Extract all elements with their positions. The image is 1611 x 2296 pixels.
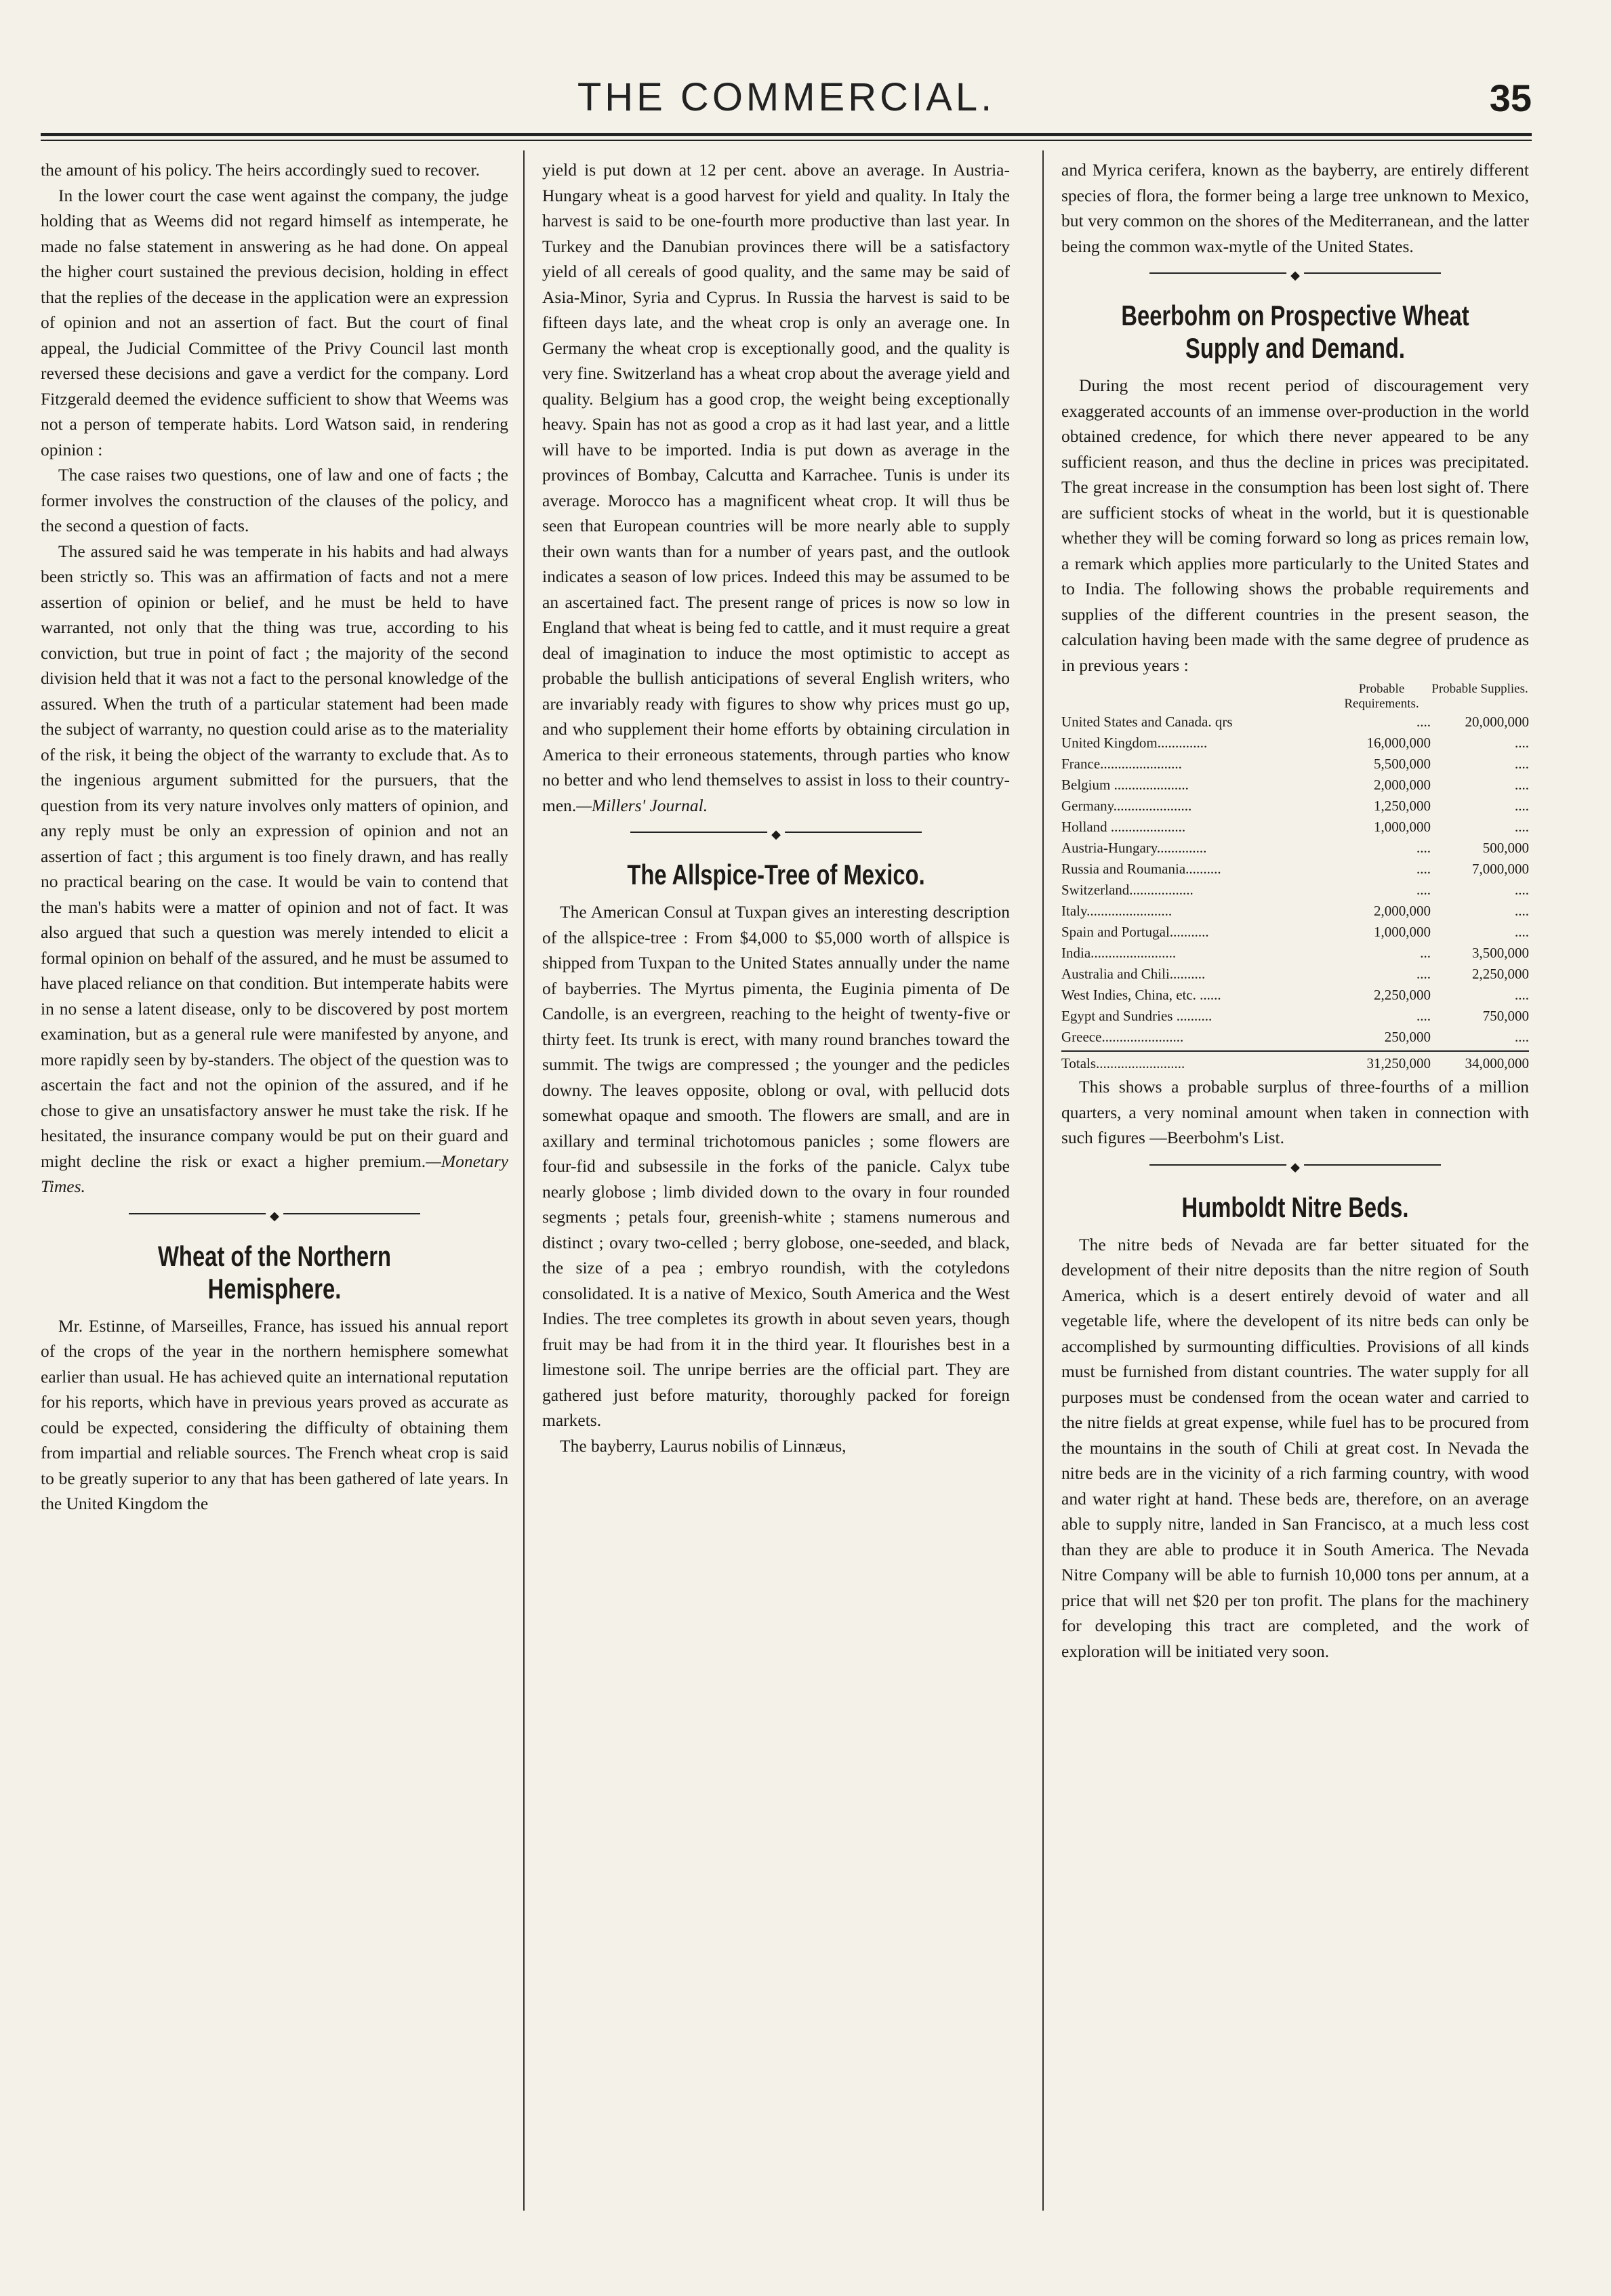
row-country: France....................... [1061, 756, 1182, 772]
row-requirements: 5,500,000 [1374, 756, 1431, 772]
article-heading-nitre: Humboldt Nitre Beds. [1181, 1191, 1409, 1223]
row-supplies: 3,500,000 [1472, 945, 1529, 961]
article-text: This shows a probable surplus of three-fourths of a million quarters, a very nominal amount when taken in connection with such figures —Beerbohm's List. [1061, 1077, 1529, 1147]
section-divider [542, 823, 1010, 841]
row-requirements: 31,250,000 [1366, 1055, 1431, 1071]
row-supplies: .... [1515, 903, 1529, 919]
row-country: Spain and Portugal........... [1061, 924, 1209, 940]
row-country: United States and Canada. qrs [1061, 714, 1233, 730]
row-supplies: .... [1515, 735, 1529, 751]
article-text: the amount of his policy. The heirs accordingly sued to recover. [41, 160, 480, 180]
row-supplies: .... [1515, 987, 1529, 1003]
row-country: Holland ..................... [1061, 819, 1186, 835]
article-text: During the most recent period of discouragement very exaggerated accounts of an immense over-production in the world obtained credence, for which there never appeared to be any sufficient reason, and thus the decline in prices was precipitated. The great increase in the consumption has been lost sight of. There are sufficient stocks of wheat in the world, but it is questionable whether they will be coming forward so long as prices remain low, a remark which applies more particularly to the United States and to India. The following shows the probable requirements and supplies of the different countries in the present season, the calculation having been made with the same degree of prudence as in previous years : [1061, 375, 1529, 675]
row-supplies: .... [1515, 777, 1529, 793]
table-col-requirements: Probable Requirements. [1344, 682, 1419, 711]
section-divider [1061, 264, 1529, 282]
article-text: The bayberry, Laurus nobilis of Linnæus, [560, 1435, 847, 1456]
table-row [1061, 1006, 1529, 1027]
table-col-supplies: Probable Supplies. [1431, 682, 1528, 696]
table-row [1061, 922, 1529, 943]
row-country: Austria-Hungary.............. [1061, 840, 1207, 856]
row-country: Greece....................... [1061, 1029, 1184, 1045]
source-credit: —Millers' Journal. [576, 795, 708, 815]
section-divider [1061, 1156, 1529, 1174]
column-divider-2 [1042, 150, 1044, 2211]
table-row [1061, 775, 1529, 796]
row-supplies: 500,000 [1482, 840, 1529, 856]
table-totals-row [1061, 1050, 1529, 1074]
table-row [1061, 964, 1529, 985]
row-country: Germany...................... [1061, 798, 1192, 814]
row-country: Belgium ..................... [1061, 777, 1189, 793]
table-row [1061, 796, 1529, 817]
table-row [1061, 817, 1529, 838]
table-row [1061, 943, 1529, 964]
row-requirements: .... [1416, 1008, 1431, 1024]
row-supplies: 34,000,000 [1465, 1055, 1529, 1071]
row-supplies: .... [1515, 819, 1529, 835]
row-supplies: 20,000,000 [1465, 714, 1529, 730]
article-text-body: The assured said he was temperate in his habits and had always been strictly so. This was an affirmation of facts and not a mere assertion of opinion or belief, and he must be held to have warranted, not only that the thing was true, according to his conviction, but true in point of fact ; the majority of the second division held that it was not a fact to the personal knowledge of the assured. When the truth of a particular statement had been made the subject of warranty, no question could arise as to the materiality of the risk, it being the object of the warranty to exclude that. As to the ingenious argument submitted for the pursuers, that the question from its very nature involves only matters of opinion, and any reply must be only an expression of opinion and not an assertion of fact ; this argument is too finely drawn, and has really no practical bearing on the case. It would be vain to contend that the man's habits were a matter of opinion and not of fact. It was also argued that such a question was merely intended to elicit a formal opinion on behalf of the assured, and he must be assumed to have placed reliance on that condition. But intemperate habits were in no sense a latent disease, only to be discovered by post mortem examination, but as a general rule were manifested by anyone, and more rapidly seen by by-standers. The object of the question was to ascertain the fact and not the opinion of the assured, and if he chose to give an unsatisfactory answer he must take the risk. If he hesitated, the insurance company would be put on their guard and might decline the risk or exact a higher premium. [41, 541, 508, 1171]
row-requirements: .... [1416, 861, 1431, 877]
article-text-body: yield is put down at 12 per cent. above an average. In Austria-Hungary wheat is a good harvest for yield and quality. In Italy the harvest is said to be one-fourth more productive than last year. In Turkey and the Danubian provinces there will be a satisfactory yield of all cereals of good quality, and the same may be said of Asia-Minor, Syria and Cyprus. In Russia the harvest is said to be fifteen days late, and the wheat crop is only an average one. In Germany the wheat crop is exceptionally good, and the quality is very fine. Switzerland has a wheat crop about the average yield and quality. Belgium has a good crop, the weight being exceptionally heavy. Spain has not as good a crop as it had last year, and a little will have to be imported. India is put down as average in the provinces of Bombay, Calcutta and Karrachee. Tunis is under its average. Morocco has a magnificent wheat crop. It will thus be seen that European countries will be more nearly able to supply their own wants than for a number of years past, and the outlook indicates a season of low prices. Indeed this may be assumed to be an ascertained fact. The present range of prices is now so low in England that wheat is being fed to cattle, and it must require a great deal of imagination to induce the most optimistic to accept as probable the bullish anticipations of several English writers, who are invariably ready with figures to show why prices must go up, and who supplement their home efforts by obtaining circulation in America to their erroneous statements, through parties who know no better and who lend themselves to assist in loss to their country-men. [542, 160, 1010, 815]
row-country: Australia and Chili.......... [1061, 966, 1206, 982]
row-requirements: 16,000,000 [1366, 735, 1431, 751]
row-requirements: 1,000,000 [1374, 819, 1431, 835]
row-requirements: 2,000,000 [1374, 903, 1431, 919]
row-requirements: 250,000 [1384, 1029, 1431, 1045]
row-country: Italy........................ [1061, 903, 1172, 919]
row-supplies: .... [1515, 798, 1529, 814]
row-requirements: 2,000,000 [1374, 777, 1431, 793]
column-divider-1 [523, 150, 525, 2211]
article-text: The case raises two questions, one of law and one of facts ; the former involves the construction of the clauses of the policy, and the second a question of facts. [41, 465, 508, 535]
row-requirements: .... [1416, 714, 1431, 730]
row-requirements: 1,000,000 [1374, 924, 1431, 940]
column-2 [542, 157, 1010, 2190]
row-country: Totals......................... [1061, 1055, 1185, 1071]
article-text [41, 539, 508, 1200]
row-requirements: .... [1416, 882, 1431, 898]
article-text: The nitre beds of Nevada are far better situated for the development of their nitre deposits than the nitre region of South America, which is a desert entirely devoid of water and all vegetable life, where the developent of its nitre beds can only be accomplished by surmounting difficulties. Provisions of all kinds must be furnished from distant countries. The water supply for all purposes must be condensed from the ocean water and carried to the nitre fields at great expense, while fuel has to be procured from the mountains in the south of Chili at great cost. In Nevada the nitre beds are in the vicinity of a rich farming country, with wood and water right at hand. These beds are, therefore, on an average able to supply nitre, landed in San Francisco, at a much less cost than they are able to produce it in South America. The Nevada Nitre Company will be able to furnish 10,000 tons per annum, at a price that will net $20 per ton profit. The plans for the machinery for developing this tract are completed, and the work of exploration will be initiated very soon. [1061, 1234, 1529, 1661]
row-supplies: 750,000 [1482, 1008, 1529, 1024]
article-text: The American Consul at Tuxpan gives an interesting description of the allspice-tree : From $4,000 to $5,000 worth of allspice is shipped from Tuxpan to the United States annually under the name of bayberries. The Myrtus pimenta, the Euginia pimenta of De Candolle, is an evergreen, reaching to the height of twenty-five or thirty feet. Its trunk is erect, with many round branches toward the summit. The twigs are compressed ; the younger and the pedicles downy. The leaves opposite, oblong or oval, with pellucid dots somewhat opaque and smooth. The flowers are small, and are in axillary and terminal trichotomous panicles ; some flowers are four-fid and subsessile in the forks of the panicle. Calyx tube nearly globose ; limb divided down to the ovary in four rounded segments ; petals four, greenish-white ; stamens numerous and distinct ; ovary two-celled ; berry globose, one-seeded, and black, the size of a pea ; embryo roundish, with the cotyledons consolidated. It is a native of Mexico, South America and the West Indies. The tree completes its growth in about seven years, though fruit may be had from it in the third year. It flourishes best in a limestone soil. The unripe berries are the official part. They are gathered just before maturity, thoroughly packed for foreign markets. [542, 902, 1010, 1430]
article-text: In the lower court the case went against the company, the judge holding that as Weems did not regard himself as intemperate, he made no false statement in answering as he had done. On appeal the higher court sustained the previous decision, holding in effect that the replies of the decease in the application were an expression of opinion and not an assertion of fact. But the court of final appeal, the Judicial Committee of the Privy Council last month reversed these decisions and gave a verdict for the company. Lord Fitzgerald deemed the evidence sufficient to show that Weems was not a person of temperate habits. Lord Watson said, in rendering opinion : [41, 185, 508, 459]
table-row [1061, 1027, 1529, 1048]
row-country: Egypt and Sundries .......... [1061, 1008, 1212, 1024]
row-requirements: .... [1416, 840, 1431, 856]
table-row [1061, 859, 1529, 880]
masthead [41, 75, 1532, 129]
row-supplies: 7,000,000 [1472, 861, 1529, 877]
table-row [1061, 880, 1529, 901]
publication-title: THE COMMERCIAL. [577, 75, 996, 119]
page-number: 35 [1489, 77, 1532, 119]
table-row [1061, 838, 1529, 859]
row-requirements: .... [1416, 966, 1431, 982]
row-country: West Indies, China, etc. ...... [1061, 987, 1221, 1003]
section-divider [41, 1205, 508, 1223]
article-text [542, 157, 1010, 818]
article-heading-wheat: Wheat of the Northern Hemisphere. [158, 1239, 391, 1305]
row-country: Russia and Roumania.......... [1061, 861, 1221, 877]
article-text: and Myrica cerifera, known as the bayberry, are entirely different species of flora, the former being a large tree unknown to Mexico, but very common on the shores of the Mediterranean, and the latter being the common wax-mytle of the United States. [1061, 160, 1529, 256]
header-rule-thin [41, 140, 1532, 141]
article-text: Mr. Estinne, of Marseilles, France, has issued his annual report of the crops of the year in the northern hemisphere somewhat earlier than usual. He has achieved quite an international reputation for his reports, which have in previous years proved as accurate as could be expected, considering the difficulty of obtaining them from impartial and reliable sources. The French wheat crop is said to be greatly superior to any that has been gathered of late years. In the United Kingdom the [41, 1315, 508, 1513]
column-3 [1061, 157, 1529, 2190]
row-requirements: 2,250,000 [1374, 987, 1431, 1003]
row-requirements: 1,250,000 [1374, 798, 1431, 814]
table-row [1061, 733, 1529, 754]
article-heading-beerbohm: Beerbohm on Prospective Wheat Supply and Demand. [1121, 300, 1469, 364]
row-supplies: .... [1515, 882, 1529, 898]
column-1 [41, 157, 508, 2190]
table-header [1061, 682, 1529, 712]
source-credit: —Monetary Times. [41, 1151, 508, 1196]
table-row [1061, 712, 1529, 733]
row-supplies: 2,250,000 [1472, 966, 1529, 982]
row-country: United Kingdom.............. [1061, 735, 1208, 751]
row-supplies: .... [1515, 924, 1529, 940]
article-heading-allspice: The Allspice-Tree of Mexico. [627, 859, 925, 890]
row-requirements: ... [1420, 945, 1431, 961]
table-row [1061, 985, 1529, 1006]
row-supplies: .... [1515, 1029, 1529, 1045]
table-row [1061, 754, 1529, 775]
row-country: Switzerland.................. [1061, 882, 1194, 898]
table-row [1061, 901, 1529, 922]
row-country: India........................ [1061, 945, 1177, 961]
row-supplies: .... [1515, 756, 1529, 772]
wheat-supply-table [1061, 682, 1529, 1074]
header-rule-thick [41, 133, 1532, 136]
